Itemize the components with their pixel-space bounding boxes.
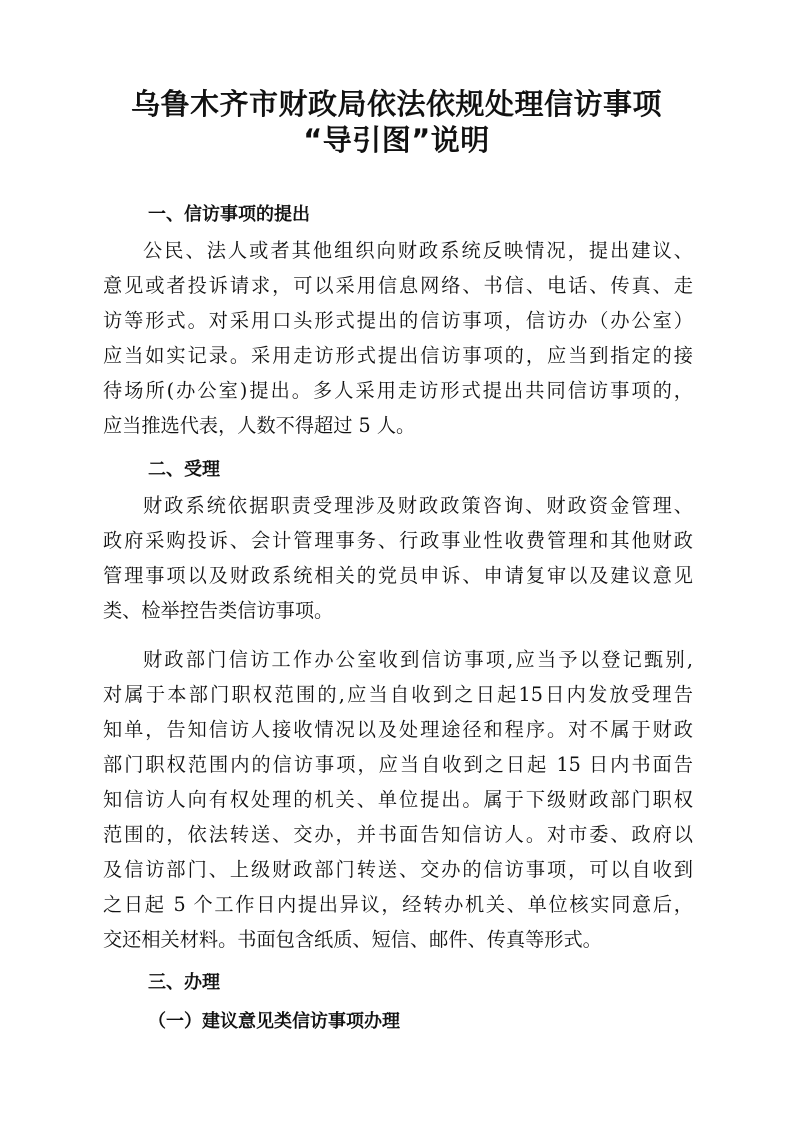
section1-line: 应当推选代表，人数不得超过 5 人。 bbox=[103, 414, 416, 437]
section2-para2-line: 财政部门信访工作办公室收到信访事项,应当予以登记甄别, bbox=[143, 648, 693, 671]
section2-para2-line: 部门职权范围内的信访事项，应当自收到之日起 15 日内书面告 bbox=[103, 753, 693, 776]
section1-line: 待场所(办公室)提出。多人采用走访形式提出共同信访事项的， bbox=[103, 379, 693, 402]
section2-para2-line: 之日起 5 个工作日内提出异议，经转办机关、单位核实同意后， bbox=[103, 893, 693, 916]
section2-para2-line: 交还相关材料。书面包含纸质、短信、邮件、传真等形式。 bbox=[103, 928, 602, 951]
section1-line: 公民、法人或者其他组织向财政系统反映情况，提出建议、 bbox=[143, 239, 693, 262]
section2-para2-line: 及信访部门、上级财政部门转送、交办的信访事项，可以自收到 bbox=[103, 858, 693, 881]
section2-para1-line: 财政系统依据职责受理涉及财政政策咨询、财政资金管理、 bbox=[143, 494, 693, 517]
section2-para2-line: 范围的，依法转送、交办，并书面告知信访人。对市委、政府以 bbox=[103, 823, 693, 846]
document-title-line1: 乌鲁木齐市财政局依法依规处理信访事项 bbox=[130, 87, 662, 121]
document-title-line2: “导引图”说明 bbox=[303, 123, 490, 157]
section2-para1-line: 管理事项以及财政系统相关的党员申诉、申请复审以及建议意见 bbox=[103, 564, 693, 587]
section2-para1-line: 类、检举控告类信访事项。 bbox=[103, 599, 334, 622]
section3-heading: 三、办理 bbox=[148, 972, 220, 993]
section3-subheading: （一）建议意见类信访事项办理 bbox=[148, 1011, 400, 1032]
section1-heading: 一、信访事项的提出 bbox=[148, 204, 310, 225]
section2-para1-line: 政府采购投诉、会计管理事务、行政事业性收费管理和其他财政 bbox=[103, 529, 693, 552]
section2-para2-line: 知单，告知信访人接收情况以及处理途径和程序。对不属于财政 bbox=[103, 718, 693, 741]
section1-line: 意见或者投诉请求，可以采用信息网络、书信、电话、传真、走 bbox=[103, 274, 693, 297]
section2-para2-line: 对属于本部门职权范围的,应当自收到之日起15日内发放受理告 bbox=[103, 683, 693, 706]
section1-line: 访等形式。对采用口头形式提出的信访事项，信访办（办公室） bbox=[103, 309, 693, 332]
section2-heading: 二、受理 bbox=[148, 459, 220, 480]
section2-para2-line: 知信访人向有权处理的机关、单位提出。属于下级财政部门职权 bbox=[103, 788, 693, 811]
section1-line: 应当如实记录。采用走访形式提出信访事项的，应当到指定的接 bbox=[103, 344, 693, 367]
